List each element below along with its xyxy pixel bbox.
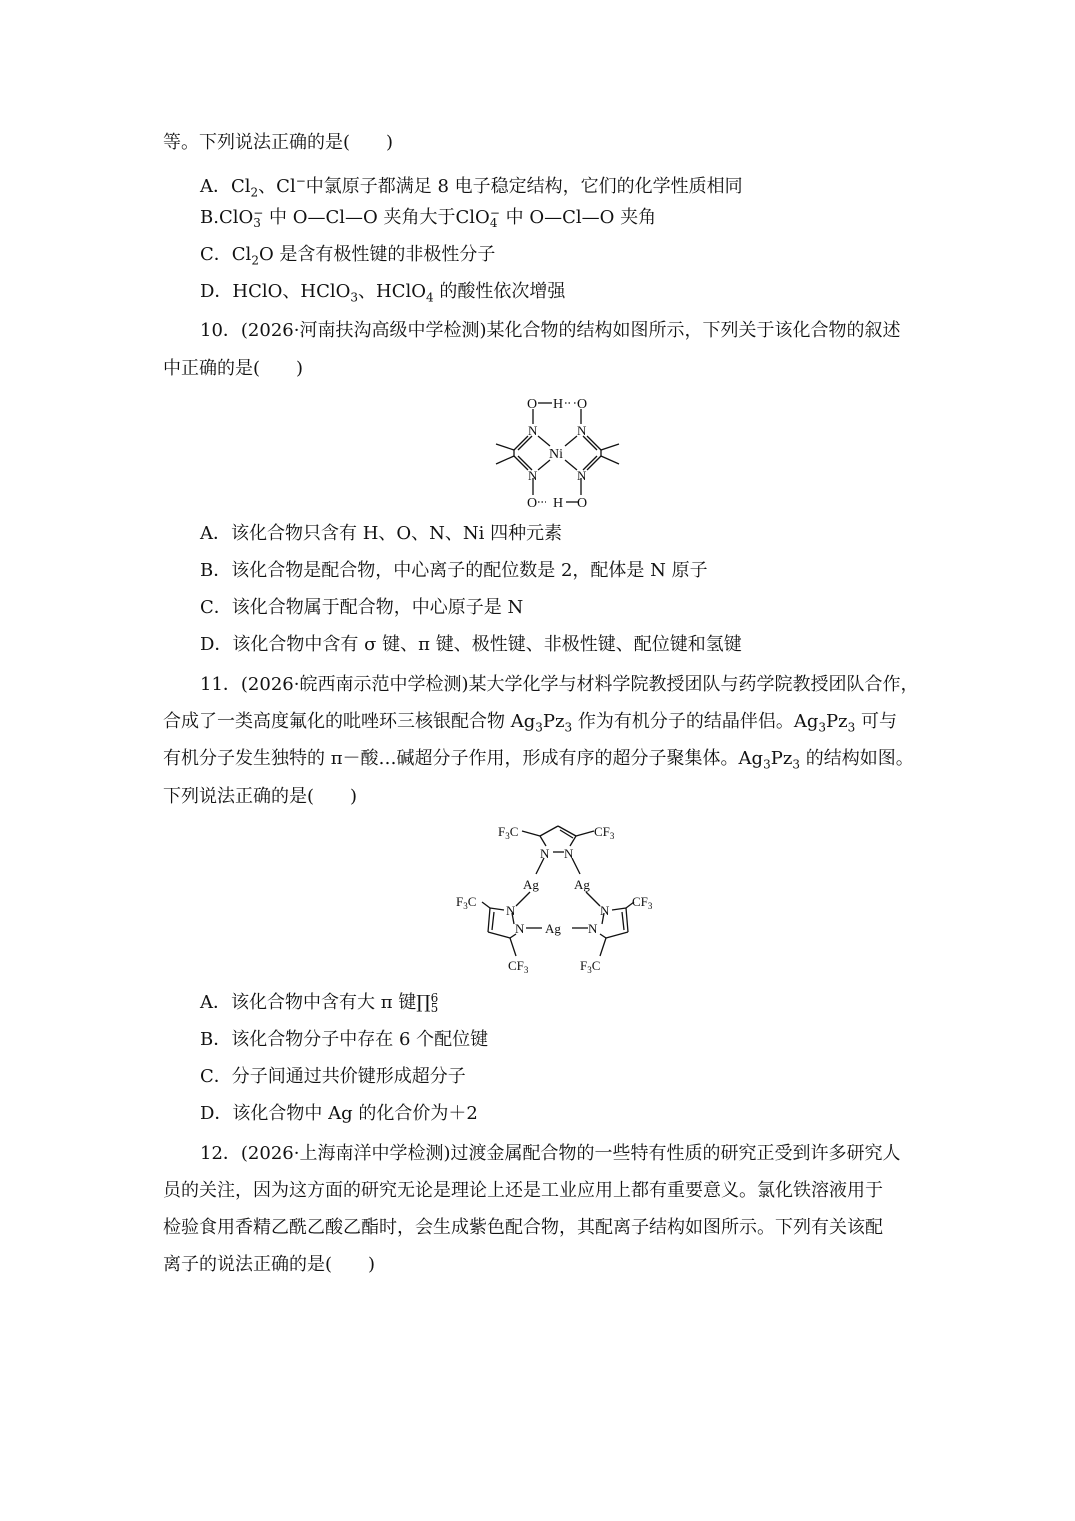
- q11-stem-line2: 合成了一类高度氟化的吡唑环三核银配合物 $Ag_3Pz_3$ 作为有机分子的结晶伴侣。$Ag_3Pz_3$ 可与: [163, 711, 898, 735]
- q11-fig-cf3-top: $CF_3$: [594, 824, 615, 841]
- q10-fig-h-bottom: H: [553, 496, 564, 511]
- q11-option-b: B．该化合物分子中存在 6 个配位键: [200, 1029, 489, 1050]
- q11-fig-n-top-right: N: [564, 846, 574, 861]
- q11-fig-f3c-bottom: $F_3C$: [580, 958, 601, 975]
- q11-stem-line1: 11．(2026·皖西南示范中学检测)某大学化学与材料学院教授团队与药学院教授团队合作，: [200, 674, 919, 695]
- q11-option-c: C．分子间通过共价键形成超分子: [200, 1066, 466, 1087]
- q10-fig-o-top-right: O: [577, 397, 588, 412]
- q10-option-b: B．该化合物是配合物，中心离子的配位数是 2，配体是 N 原子: [200, 560, 708, 581]
- q10-fig-o-top-left: O: [527, 397, 538, 412]
- q9-option-a: A．$Cl_2$、Cl−中氯原子都满足 8 电子稳定结构，它们的化学性质相同: [200, 174, 743, 200]
- q11-fig-n-left-upper: N: [506, 903, 516, 918]
- q11-fig-ag-left: Ag: [523, 877, 539, 892]
- q10-fig-o-bottom-left: O: [527, 496, 538, 511]
- q9-option-b: B.ClO − 3 中 O—Cl—O 夹角大于ClO − 4 中 O—Cl—O 夹角: [200, 206, 657, 230]
- q10-option-c: C．该化合物属于配合物，中心原子是 N: [200, 597, 524, 618]
- q11-fig-n-right-lower: N: [588, 921, 598, 936]
- q11-option-d: D．该化合物中 Ag 的化合价为＋2: [200, 1103, 478, 1124]
- q11-fig-ag-right: Ag: [574, 877, 590, 892]
- q10-stem-line1: 10．(2026·河南扶沟高级中学检测)某化合物的结构如图所示，下列关于该化合物的叙述: [200, 320, 901, 341]
- q9-option-c: C．$Cl_2O$ 是含有极性键的非极性分子: [200, 244, 496, 268]
- q10-stem-line2: 中正确的是( ): [163, 358, 304, 379]
- q11-ag3pz3-figure: [452, 818, 664, 982]
- q10-fig-ni: Ni: [549, 447, 563, 462]
- q10-option-a: A．该化合物只含有 H、O、N、Ni 四种元素: [200, 523, 563, 544]
- q11-fig-n-left-lower: N: [515, 921, 525, 936]
- q10-fig-h-top: H: [553, 397, 564, 412]
- q11-fig-n-top-left: N: [540, 846, 550, 861]
- q12-stem-line1: 12．(2026·上海南洋中学检测)过渡金属配合物的一些特有性质的研究正受到许多研究人: [200, 1143, 901, 1164]
- q12-stem-line3: 检验食用香精乙酰乙酸乙酯时，会生成紫色配合物，其配离子结构如图所示。下列有关该配: [163, 1217, 883, 1238]
- q11-stem-line4: 下列说法正确的是( ): [163, 786, 358, 807]
- q9-option-d: D．HClO、HClO$_3$、HClO$_4$ 的酸性依次增强: [200, 281, 566, 305]
- q10-fig-n-tl: N: [528, 423, 538, 438]
- q11-fig-n-right-upper: N: [600, 903, 610, 918]
- q10-option-d: D．该化合物中含有 σ 键、π 键、极性键、非极性键、配位键和氢键: [200, 634, 742, 655]
- q10-nickel-complex-figure: [490, 392, 625, 514]
- q11-fig-cf3-bottom: $CF_3$: [508, 958, 529, 975]
- q10-fig-n-br: N: [577, 468, 587, 483]
- q11-fig-cf3-right: $CF_3$: [632, 894, 653, 911]
- q11-option-a: A．该化合物中含有大 π 键∏ 6 5: [200, 991, 439, 1015]
- q12-stem-line2: 员的关注，因为这方面的研究无论是理论上还是工业应用上都有重要意义。氯化铁溶液用于: [163, 1180, 883, 1201]
- q11-fig-f3c-top: $F_3C$: [498, 824, 519, 841]
- q12-stem-line4: 离子的说法正确的是( ): [163, 1254, 376, 1275]
- q10-fig-o-bottom-right: O: [577, 496, 588, 511]
- q11-stem-line3: 有机分子发生独特的 π－酸…碱超分子作用，形成有序的超分子聚集体。$Ag_3Pz_3$ 的结构如图。: [163, 748, 914, 772]
- q11-fig-f3c-left: $F_3C$: [456, 894, 477, 911]
- q10-fig-n-bl: N: [528, 468, 538, 483]
- q11-fig-ag-bottom: Ag: [545, 921, 561, 936]
- q10-fig-n-tr: N: [577, 423, 587, 438]
- q9-stem-tail: 等。下列说法正确的是( ): [163, 132, 394, 153]
